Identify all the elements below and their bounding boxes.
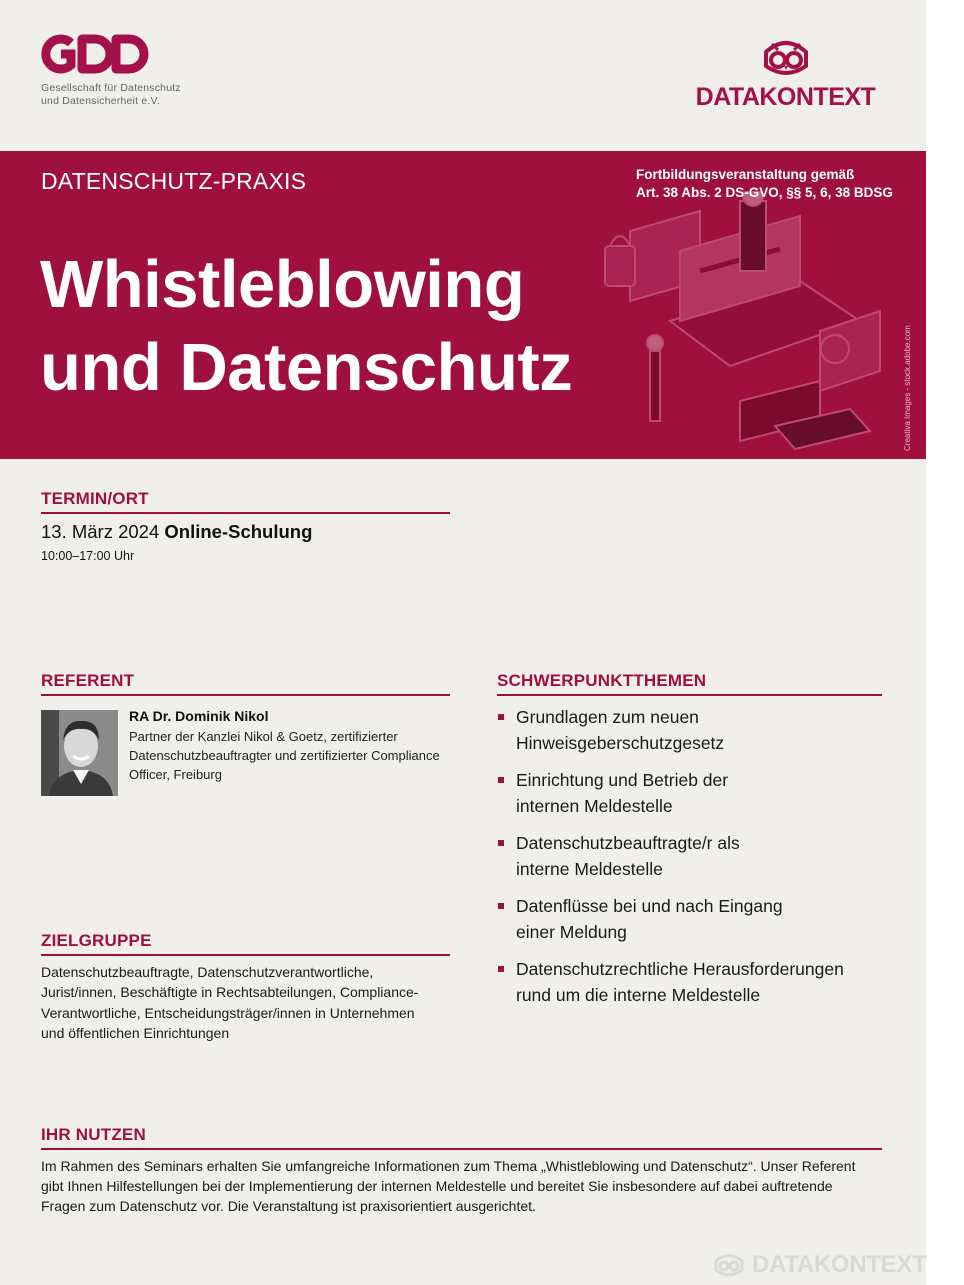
event-time: 10:00–17:00 Uhr — [41, 549, 135, 563]
speaker-description-line: Datenschutzbeauftragter und zertifizierter Compliance — [129, 748, 440, 763]
page-title — [40, 243, 572, 409]
topics-list — [497, 704, 877, 1019]
list-item — [497, 767, 877, 819]
audience-line: Datenschutzbeauftragte, Datenschutzverantwortliche, — [41, 964, 374, 980]
accreditation-note — [636, 166, 893, 202]
section-divider — [41, 512, 450, 514]
section-divider — [41, 1148, 882, 1150]
topic-line: internen Meldestelle — [516, 796, 673, 816]
datakontext-logo — [688, 36, 883, 112]
bullet-icon — [498, 714, 504, 720]
title-line: Whistleblowing — [40, 247, 525, 322]
gdd-logo-mark — [41, 34, 181, 74]
topic-line: Grundlagen zum neuen — [516, 707, 699, 727]
speaker-name: RA Dr. Dominik Nikol — [129, 708, 269, 724]
section-divider — [497, 694, 882, 696]
bullet-icon — [498, 840, 504, 846]
topic-line: rund um die interne Meldestelle — [516, 985, 761, 1005]
whistleblower-illustration — [590, 191, 900, 459]
topic-line: Einrichtung und Betrieb der — [516, 770, 729, 790]
section-divider — [41, 694, 450, 696]
gdd-subtitle — [41, 82, 181, 108]
speaker-photo — [41, 710, 118, 796]
topic-line: einer Meldung — [516, 922, 627, 942]
footer-watermark — [712, 1251, 926, 1279]
benefit-line: Fragen zum Datenschutz vor. Die Veranstaltung ist praxisorientiert ausgerichtet. — [41, 1198, 536, 1214]
topic-line: interne Meldestelle — [516, 859, 663, 879]
benefit-line: Im Rahmen des Seminars erhalten Sie umfangreiche Informationen zum Thema „Whistleblowing und Datenschutz“. Unser Referent — [41, 1158, 856, 1174]
owl-icon — [758, 36, 814, 80]
footer-watermark-text: DATAKONTEXT — [752, 1251, 927, 1278]
section-divider — [41, 954, 450, 956]
speaker-portrait — [41, 710, 118, 796]
section-heading-referent: REFERENT — [41, 671, 135, 690]
accreditation-line: Art. 38 Abs. 2 DS-GVO, §§ 5, 6, 38 BDSG — [636, 185, 893, 200]
section-heading-termin: TERMIN/ORT — [41, 489, 149, 508]
speaker-description-line: Partner der Kanzlei Nikol & Goetz, zertifizierter — [129, 729, 398, 744]
topic-line: Datenflüsse bei und nach Eingang — [516, 896, 783, 916]
accreditation-line: Fortbildungsveranstaltung gemäß — [636, 167, 855, 182]
datakontext-wordmark: DATAKONTEXT — [695, 83, 876, 111]
audience-line: und öffentlichen Einrichtungen — [41, 1024, 230, 1041]
list-item — [497, 893, 877, 945]
speaker-description — [129, 727, 459, 784]
list-item — [497, 830, 877, 882]
gdd-logo-icon — [41, 34, 149, 74]
series-kicker: DATENSCHUTZ-PRAXIS — [41, 168, 307, 194]
section-heading-audience: ZIELGRUPPE — [41, 931, 152, 950]
owl-watermark-icon — [712, 1252, 746, 1278]
list-item — [497, 956, 877, 1008]
gdd-logo — [41, 34, 181, 108]
audience-text — [41, 962, 461, 1043]
topic-line: Hinweisgeberschutzgesetz — [516, 733, 725, 753]
image-credit: Creativa Images - stock.adobe.com — [903, 325, 912, 451]
event-format: Online-Schulung — [164, 521, 313, 542]
topic-line: Datenschutzbeauftragte/r als — [516, 833, 740, 853]
section-heading-benefit: IHR NUTZEN — [41, 1125, 146, 1144]
title-line: und Datenschutz — [40, 330, 573, 405]
gdd-subtitle-line: Gesellschaft für Datenschutz — [41, 82, 181, 94]
list-item — [497, 704, 877, 756]
bullet-icon — [498, 777, 504, 783]
section-heading-topics: SCHWERPUNKTTHEMEN — [497, 671, 707, 690]
title-banner — [0, 151, 926, 459]
bullet-icon — [498, 903, 504, 909]
event-date-value: 13. März 2024 — [41, 521, 160, 542]
benefit-line: gibt Ihnen Hilfestellungen bei der Implementierung der internen Meldestelle und bereitet Sie insbesondere auf dabei auftretende — [41, 1178, 833, 1194]
event-date — [41, 521, 312, 543]
bullet-icon — [498, 966, 504, 972]
speaker-description-line: Officer, Freiburg — [129, 767, 222, 782]
benefit-text — [41, 1156, 881, 1216]
audience-line: Jurist/innen, Beschäftigte in Rechtsabteilungen, Compliance- — [41, 984, 419, 1001]
gdd-subtitle-line: und Datensicherheit e.V. — [41, 95, 160, 107]
topic-line: Datenschutzrechtliche Herausforderungen — [516, 959, 844, 979]
audience-line: Verantwortliche, Entscheidungsträger/innen in Unternehmen — [41, 1004, 415, 1021]
